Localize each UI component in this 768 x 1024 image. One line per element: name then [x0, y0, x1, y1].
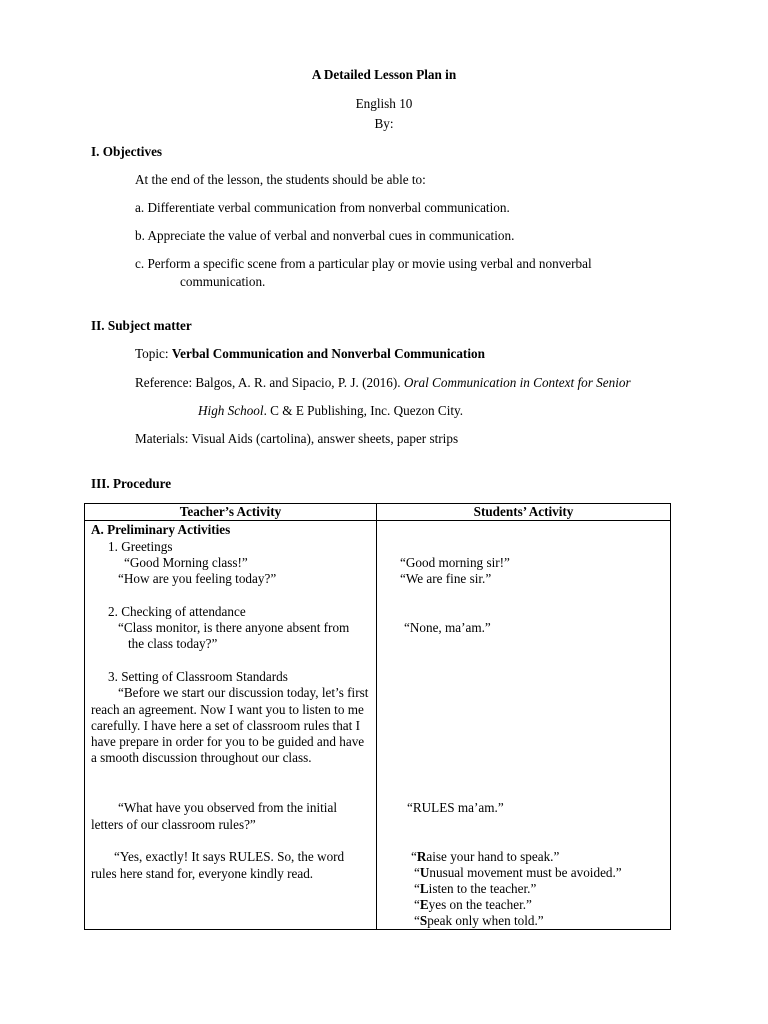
students-rules: “RULES ma’am.”: [407, 800, 504, 816]
students-fine: “We are fine sir.”: [400, 571, 492, 587]
attendance-label: 2. Checking of attendance: [108, 604, 246, 620]
teacher-monitor-line1: “Class monitor, is there anyone absent from: [118, 620, 350, 636]
procedure-table-header: [85, 504, 671, 521]
objective-b: b. Appreciate the value of verbal and nonverbal cues in communication.: [135, 228, 515, 243]
rule-item: “Raise your hand to speak.”: [411, 849, 560, 865]
objective-a: a. Differentiate verbal communication from nonverbal communication.: [135, 200, 510, 215]
students-good-morning: “Good morning sir!”: [400, 555, 510, 571]
document-author-line: By:: [374, 116, 394, 131]
objective-c-line1: c. Perform a specific scene from a particular play or movie using verbal and nonverbal: [135, 256, 592, 271]
topic-line: Topic: Verbal Communication and Nonverbal Communication: [135, 346, 485, 361]
reference-line-1: Reference: Balgos, A. R. and Sipacio, P. J. (2016). Oral Communication in Context for Senior: [135, 375, 631, 390]
teacher-activity-cell: [85, 521, 377, 930]
teacher-observed-paragraph: “What have you observed from the initial letters of our classroom rules?”: [91, 800, 337, 832]
students-none: “None, ma’am.”: [404, 620, 491, 636]
table-row: [85, 521, 671, 930]
teacher-before-paragraph: “Before we start our discussion today, let’s first reach an agreement. Now I want you to listen to me carefully. I have here a set of classroom rules that I have prepare in order for you to be guided and have a smooth discussion throughout our class.: [91, 685, 369, 766]
teacher-yes-paragraph: “Yes, exactly! It says RULES. So, the word rules here stand for, everyone kindly read.: [91, 849, 345, 881]
teacher-activity-header: Teacher’s Activity: [85, 504, 377, 521]
procedure-heading: III. Procedure: [91, 476, 172, 491]
greetings-label: 1. Greetings: [108, 539, 173, 555]
document-title: A Detailed Lesson Plan in: [311, 67, 457, 82]
procedure-table: [84, 503, 671, 930]
rule-item: “Eyes on the teacher.”: [414, 897, 532, 913]
teacher-monitor-line2: the class today?”: [128, 636, 218, 652]
students-activity-cell: [377, 521, 671, 930]
objectives-intro: At the end of the lesson, the students should be able to:: [135, 172, 426, 187]
teacher-how-are-you: “How are you feeling today?”: [118, 571, 277, 587]
rule-item: “Listen to the teacher.”: [414, 881, 537, 897]
topic-value: Verbal Communication and Nonverbal Communication: [171, 346, 485, 361]
rule-item: “Unusual movement must be avoided.”: [414, 865, 622, 881]
section-a-heading: A. Preliminary Activities: [91, 522, 231, 538]
objective-c-line2: communication.: [180, 274, 266, 289]
objectives-heading: I. Objectives: [91, 144, 163, 159]
subject-matter-heading: II. Subject matter: [91, 318, 192, 333]
document-subject: English 10: [355, 96, 413, 111]
standards-label: 3. Setting of Classroom Standards: [108, 669, 288, 685]
students-activity-header: Students’ Activity: [377, 504, 671, 521]
rule-item: “Speak only when told.”: [414, 913, 544, 929]
reference-line-2: High School. C & E Publishing, Inc. Quezon City.: [198, 403, 464, 418]
materials-line: Materials: Visual Aids (cartolina), answer sheets, paper strips: [135, 431, 459, 446]
teacher-good-morning: “Good Morning class!”: [124, 555, 248, 571]
